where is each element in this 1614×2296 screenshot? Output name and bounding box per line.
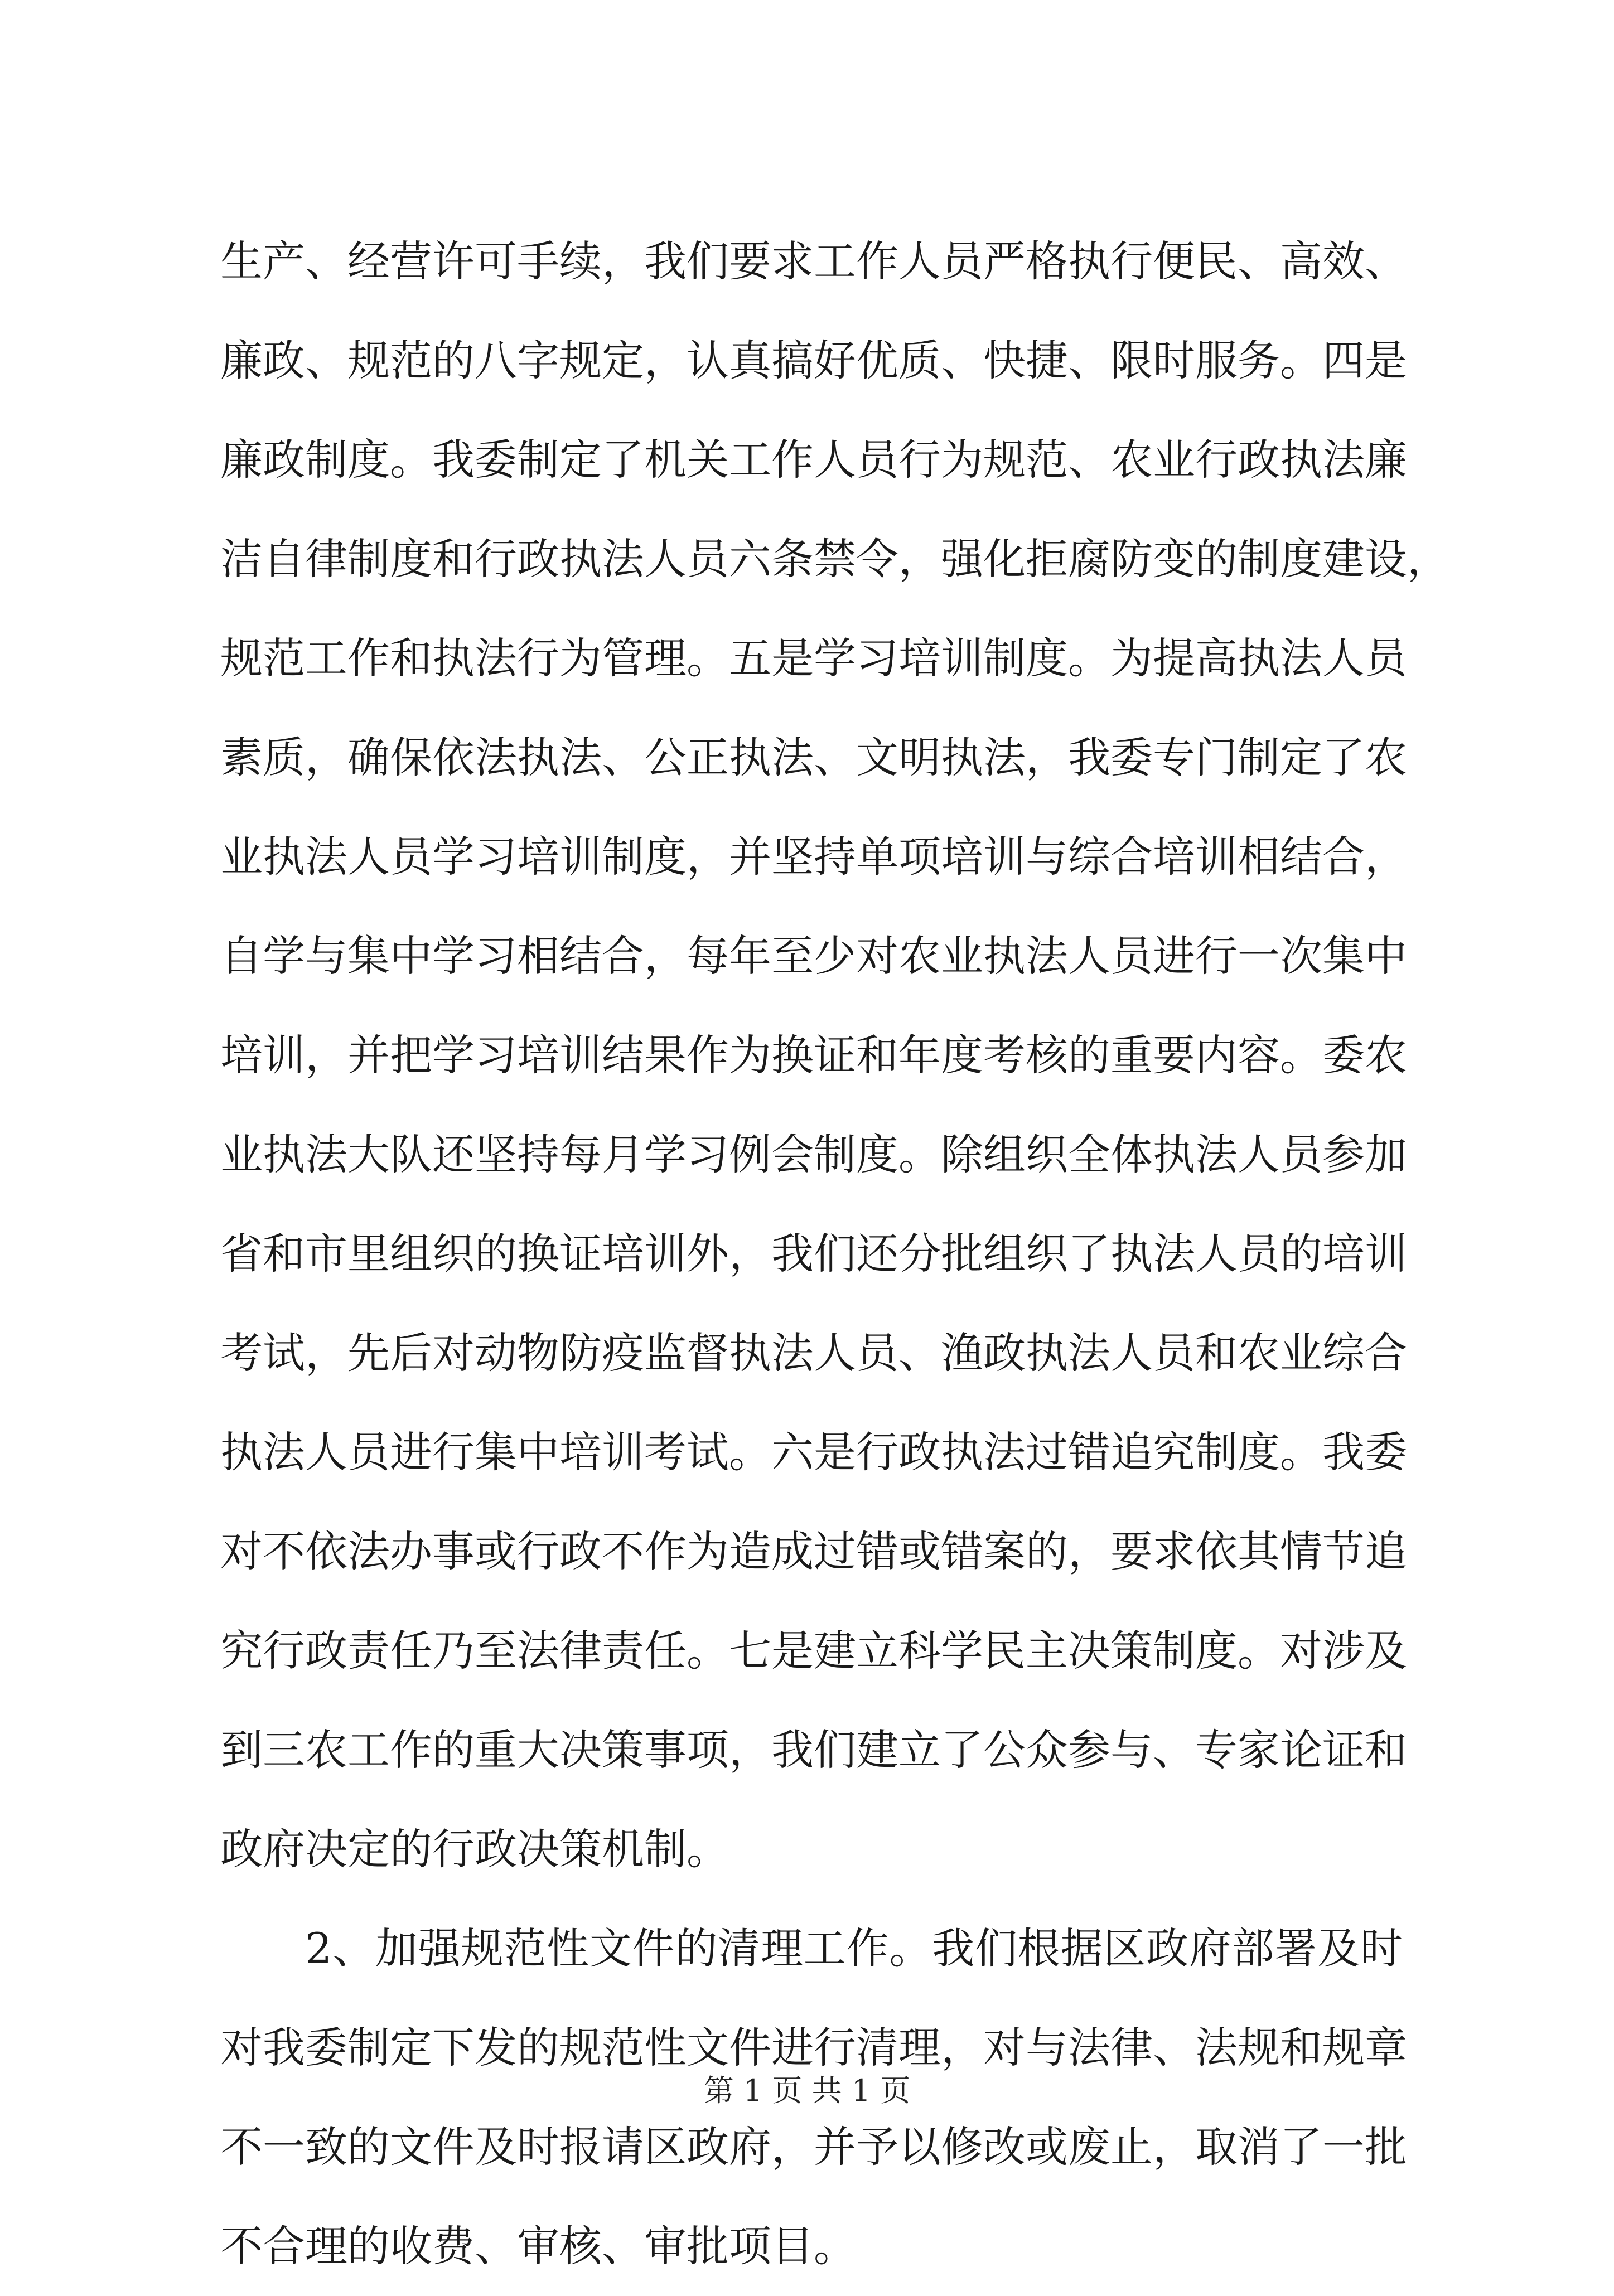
text-line: 规范工作和执法行为管理。五是学习培训制度。为提高执法人员 [220,633,1407,683]
text-line: 2、加强规范性文件的清理工作。我们根据区政府部署及时 [305,1924,1403,1973]
text-line: 政府决定的行政决策机制。 [220,1824,729,1874]
text-line: 究行政责任乃至法律责任。七是建立科学民主决策制度。对涉及 [220,1626,1407,1675]
text-line: 洁自律制度和行政执法人员六条禁令，强化拒腐防变的制度建设， [220,534,1449,584]
text-line: 不合理的收费、审核、审批项目。 [220,2221,856,2271]
paragraph-1 [220,212,1449,1899]
text-line: 对我委制定下发的规范性文件进行清理，对与法律、法规和规章 [220,2023,1407,2072]
text-line: 培训，并把学习培训结果作为换证和年度考核的重要内容。委农 [220,1030,1407,1080]
text-line: 考试，先后对动物防疫监督执法人员、渔政执法人员和农业综合 [220,1328,1407,1378]
text-line: 生产、经营许可手续，我们要求工作人员严格执行便民、高效、 [220,236,1407,286]
document-body [220,212,1449,2296]
text-line: 廉政制度。我委制定了机关工作人员行为规范、农业行政执法廉 [220,435,1407,485]
text-line: 业执法大队还坚持每月学习例会制度。除组织全体执法人员参加 [220,1130,1407,1179]
text-line: 省和市里组织的换证培训外，我们还分批组织了执法人员的培训 [220,1229,1407,1278]
text-line: 素质，确保依法执法、公正执法、文明执法，我委专门制定了农 [220,733,1407,782]
text-line: 对不依法办事或行政不作为造成过错或错案的，要求依其情节追 [220,1527,1407,1576]
text-line: 执法人员进行集中培训考试。六是行政执法过错追究制度。我委 [220,1427,1407,1477]
text-line: 自学与集中学习相结合，每年至少对农业执法人员进行一次集中 [220,931,1407,981]
text-line: 到三农工作的重大决策事项，我们建立了公众参与、专家论证和 [220,1725,1407,1775]
text-line: 不一致的文件及时报请区政府，并予以修改或废止，取消了一批 [220,2122,1407,2172]
text-line: 业执法人员学习培训制度，并坚持单项培训与综合培训相结合， [220,832,1407,881]
text-line: 廉政、规范的八字规定，认真搞好优质、快捷、限时服务。四是 [220,336,1407,385]
page-footer: 第 1 页 共 1 页 [703,2073,911,2108]
